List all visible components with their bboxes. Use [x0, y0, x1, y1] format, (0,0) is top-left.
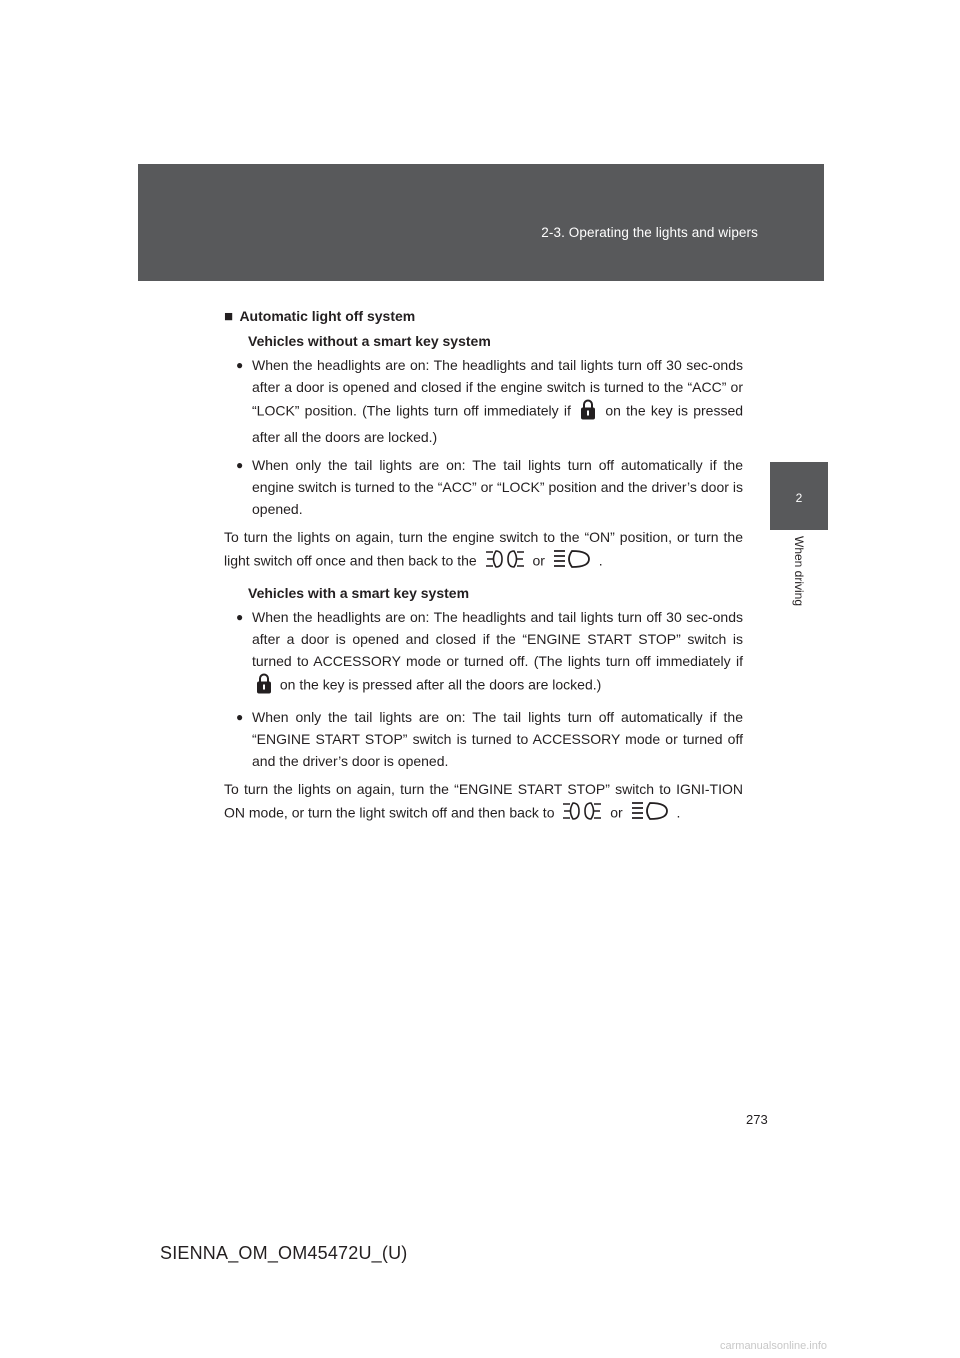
document-code: SIENNA_OM_OM45472U_(U) — [160, 1243, 408, 1263]
watermark: carmanualsonline.info — [720, 1340, 828, 1352]
bullet-text: When the headlights are on: The headlights and tail lights turn off 30 sec-onds after a door is opened and closed if the “ENGINE START STOP” switch is turned to ACCESSORY mode or turned off. (The lights turn off immediately if — [252, 609, 743, 669]
bullet-text-cont: on the key is pressed after all the doors are locked.) — [279, 676, 602, 693]
bullet-text: When only the tail lights are on: The tail lights turn off automatically if the engine switch is turned to the “ACC” or “LOCK” position and the driver’s door is opened. — [252, 457, 743, 517]
period-text: . — [598, 552, 603, 569]
subheading-with-smart-key: Vehicles with a smart key system — [248, 585, 470, 601]
paragraph-text: To turn the lights on again, turn the engine switch to the “ON” position, or turn the light switch off once and then back to the — [224, 529, 743, 569]
lock-icon — [580, 398, 596, 426]
page-content — [224, 305, 743, 834]
or-text: or — [610, 804, 623, 821]
header-title: 2-3. Operating the lights and wipers — [541, 225, 758, 240]
bullet-text: When only the tail lights are on: The tail lights turn off automatically if the “ENGINE START STOP” switch is turned to ACCESSORY mode or turned off and the driver’s door is opened. — [252, 709, 743, 769]
section-title — [224, 305, 743, 328]
bullet-text-cont: on the key is pressed after all the doors are locked.) — [252, 402, 744, 445]
bullet-icon: ● — [236, 610, 244, 624]
chapter-number: 2 — [795, 491, 803, 505]
header-band — [138, 164, 824, 281]
paragraph-text: To turn the lights on again, turn the “ENGINE START STOP” switch to IGNI-TION ON mode, or turn the light switch off and then back to — [224, 781, 743, 821]
lock-icon — [256, 672, 272, 700]
list-item — [236, 454, 743, 520]
chapter-tab — [770, 462, 828, 530]
paragraph — [224, 778, 743, 828]
page-number: 273 — [746, 1112, 768, 1127]
headlight-icon — [553, 548, 591, 576]
tail-light-icon — [562, 800, 602, 828]
or-text: or — [532, 552, 545, 569]
paragraph — [224, 526, 743, 576]
list-item — [236, 706, 743, 772]
headlight-icon — [631, 800, 669, 828]
chapter-label: When driving — [792, 536, 806, 607]
bullet-icon: ● — [236, 458, 244, 472]
list-item — [236, 606, 743, 700]
section-marker: ■ — [224, 308, 234, 325]
tail-light-icon — [485, 548, 525, 576]
list-item — [236, 354, 744, 448]
bullet-text: When the headlights are on: The headlights and tail lights turn off 30 sec-onds after a door is opened and closed if the engine switch is turned to the “ACC” or “LOCK” position. (The lights turn off immediately if — [252, 357, 743, 419]
period-text: . — [676, 804, 681, 821]
bullet-icon: ● — [236, 358, 244, 372]
bullet-icon: ● — [236, 710, 244, 724]
section-title-text: Automatic light off system — [239, 308, 416, 324]
subheading-without-smart-key: Vehicles without a smart key system — [248, 333, 491, 349]
